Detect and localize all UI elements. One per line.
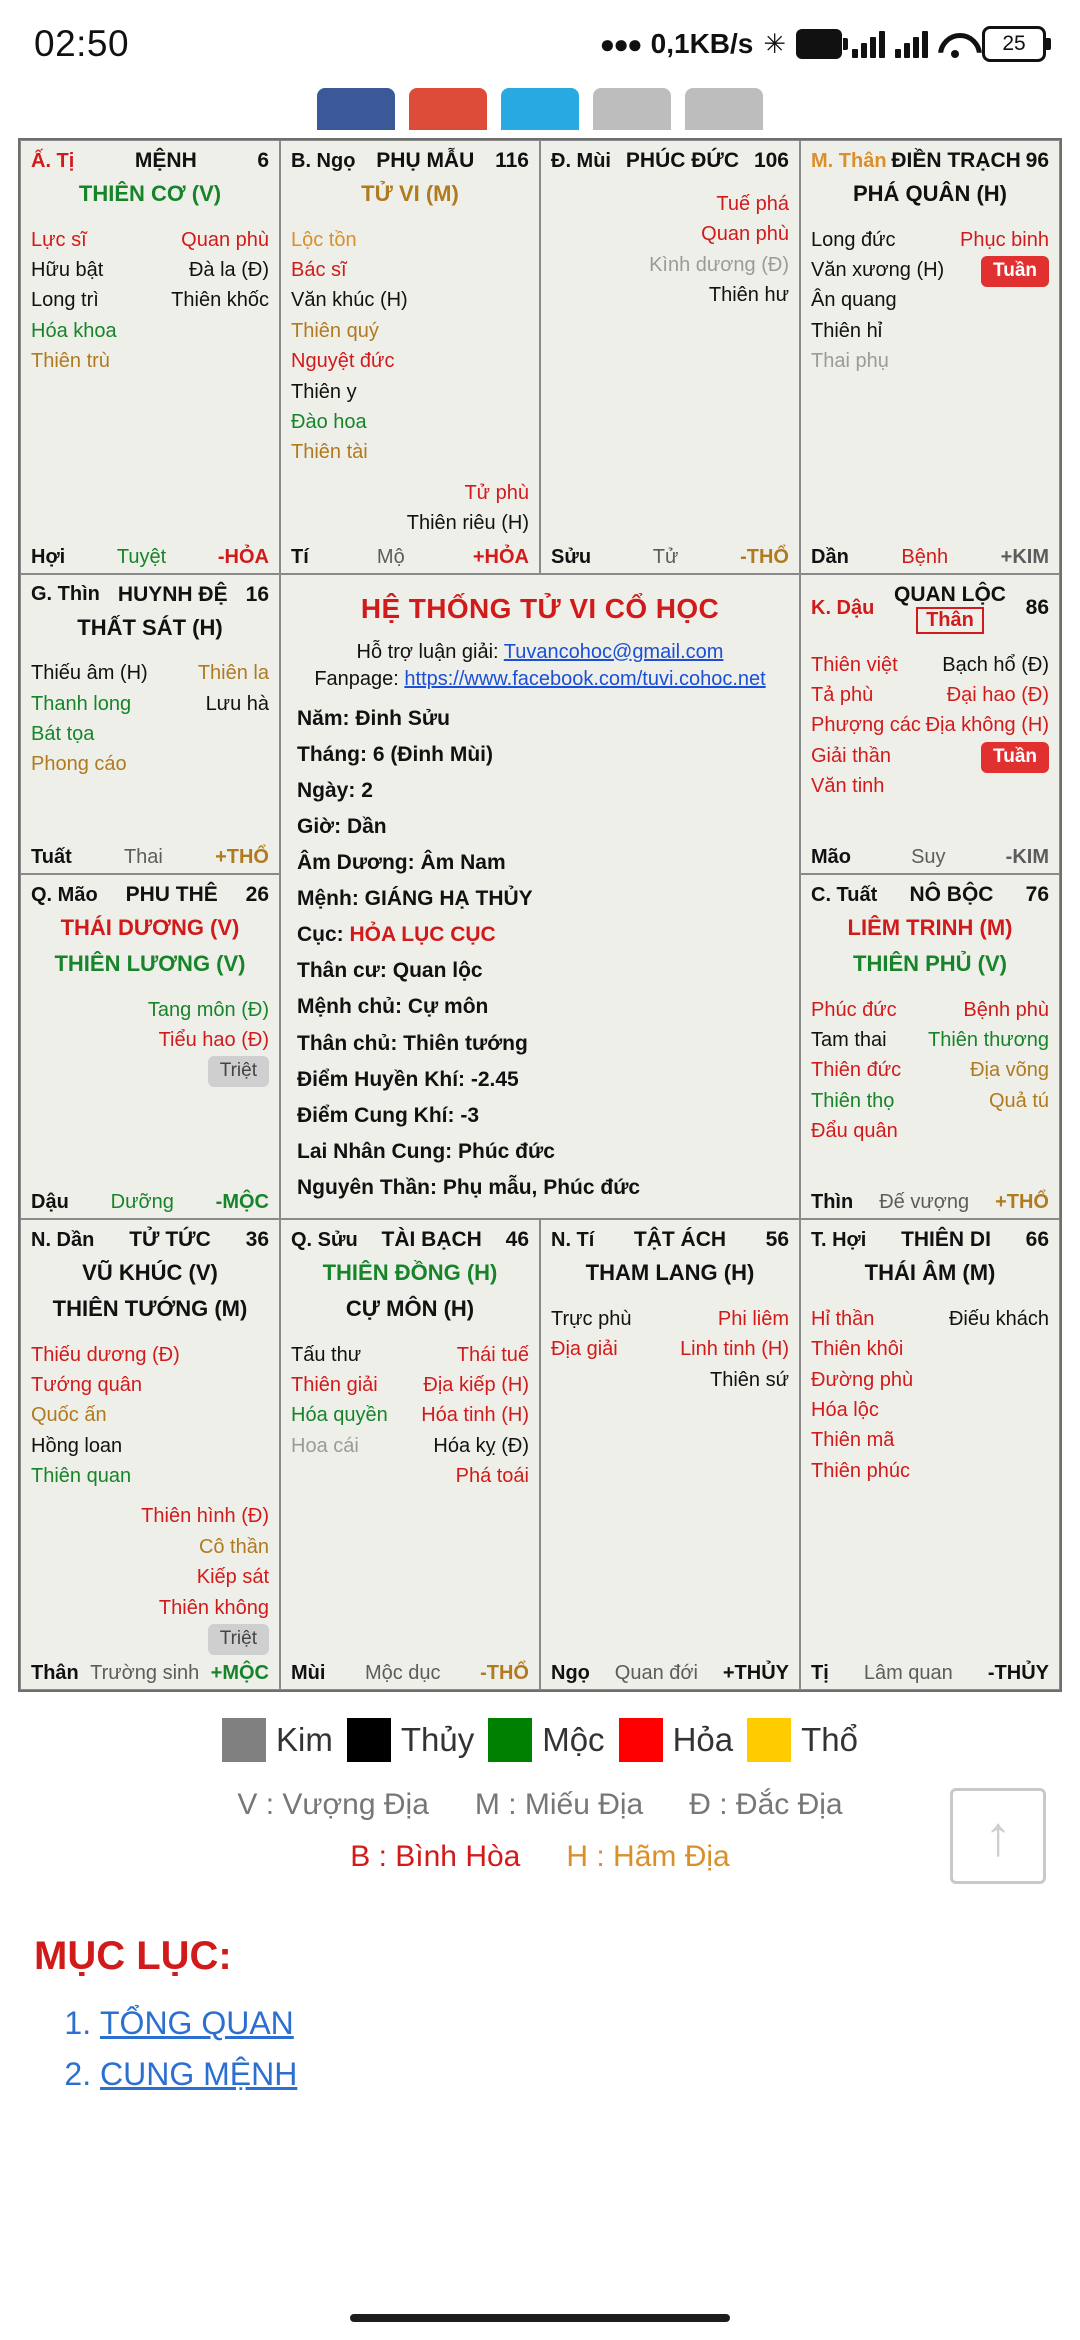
main-star: THIÊN CƠ (V) <box>78 181 222 206</box>
minor-stars-left <box>551 1304 631 1395</box>
palace-footer-item: -THỔ <box>740 545 789 568</box>
star-label: Linh tinh (H) <box>680 1338 789 1361</box>
share-icon-5[interactable] <box>685 88 763 130</box>
palace-name: PHU THÊ <box>125 883 218 907</box>
palace-branch: Q. Mão <box>31 883 98 906</box>
palace-footer-item: +KIM <box>1000 545 1049 568</box>
palace-footer-item: Mão <box>811 846 851 869</box>
palace-branch: Đ. Mùi <box>551 149 611 172</box>
chart-info-row: Giờ: Dần <box>297 814 387 838</box>
star-label: Quốc ấn <box>31 1404 107 1427</box>
palace-footer-item: Tị <box>811 1661 829 1684</box>
star-label: Địa không (H) <box>925 714 1049 737</box>
star-label: Thiên đức <box>811 1059 902 1082</box>
star-label: Tả phù <box>811 683 874 706</box>
main-star: CỰ MÔN (H) <box>345 1295 475 1321</box>
palace-footer-item: +THỔ <box>995 1191 1049 1214</box>
palace-branch: K. Dậu <box>811 596 875 619</box>
palace-footer-item: Tử <box>652 545 679 568</box>
palace-footer <box>21 1662 279 1685</box>
star-label: Tiểu hao (Đ) <box>158 1028 269 1051</box>
star-label: Thiên hư <box>708 284 789 307</box>
legend-swatch <box>488 1718 532 1762</box>
palace-cell[interactable] <box>540 1219 800 1690</box>
palace-cell[interactable] <box>800 874 1060 1219</box>
star-label: Lưu hà <box>205 692 269 715</box>
palace-footer-item: Tuyệt <box>116 545 167 568</box>
palace-footer <box>281 1662 539 1685</box>
network-speed: 0,1KB/s <box>650 28 754 59</box>
tuvi-chart <box>18 138 1062 1692</box>
legend-pair <box>488 1718 604 1762</box>
main-star: THÁI ÂM (M) <box>864 1260 996 1286</box>
element-legend <box>0 1718 1080 1762</box>
palace-age: 86 <box>1025 596 1049 620</box>
star-label: Hỉ thần <box>811 1307 875 1330</box>
star-label: Long đức <box>811 228 896 251</box>
minor-stars-right <box>949 1304 1049 1486</box>
facebook-share-icon[interactable] <box>317 88 395 130</box>
star-label: Thiên mã <box>811 1429 895 1452</box>
minor-stars-left <box>31 225 117 377</box>
star-label: Văn xương (H) <box>811 259 945 282</box>
star-label: Quan phù <box>181 228 269 251</box>
star-label: Phục binh <box>960 228 1049 251</box>
star-label: Hóa khoa <box>31 319 117 342</box>
palace-footer-item: Thai <box>123 846 163 869</box>
star-label: Văn tinh <box>811 775 885 798</box>
main-star: THIÊN LƯƠNG (V) <box>54 950 246 976</box>
star-label: Thiên quý <box>291 319 379 342</box>
star-label: Điếu khách <box>948 1307 1049 1330</box>
palace-footer-item: Tí <box>291 545 309 568</box>
star-label: Long trì <box>31 289 99 312</box>
chart-info-row: Lai Nhân Cung: Phúc đức <box>297 1139 555 1163</box>
palace-branch: N. Tí <box>551 1228 595 1251</box>
star-label: Văn khúc (H) <box>291 289 408 312</box>
than-marker: Thân <box>916 607 984 634</box>
star-label: Phúc đức <box>811 998 897 1021</box>
palace-name: QUAN LỘC Thân <box>874 583 1025 634</box>
legend-label: Mộc <box>542 1720 605 1758</box>
star-label: Thiên riêu (H) <box>406 512 529 535</box>
minor-stars-right <box>198 658 269 780</box>
palace-age: 96 <box>1025 149 1049 172</box>
palace-footer <box>801 1662 1059 1685</box>
abbreviation-item: H : Hãm Địa <box>566 1839 730 1873</box>
palace-name: NÔ BỘC <box>909 883 994 907</box>
legend-swatch <box>747 1718 791 1762</box>
main-star: THIÊN TƯỚNG (M) <box>52 1295 248 1321</box>
star-label: Thiên việt <box>811 653 898 676</box>
legend-swatch <box>619 1718 663 1762</box>
palace-footer <box>801 846 1059 869</box>
star-label: Thiên la <box>197 662 269 685</box>
battery-status: 25 <box>982 26 1046 62</box>
palace-footer-item: -THỔ <box>480 1661 529 1684</box>
main-star: THIÊN ĐỒNG (H) <box>322 1260 498 1286</box>
chart-info-list <box>297 701 783 1207</box>
palace-footer-item: Dậu <box>31 1191 69 1214</box>
palace-name: MỆNH <box>134 149 197 172</box>
palace-footer-item: Ngọ <box>551 1661 590 1684</box>
share-icon-4[interactable] <box>593 88 671 130</box>
minor-stars-right <box>926 650 1049 802</box>
minor-stars-extra <box>31 1501 269 1654</box>
minor-stars-right <box>148 995 269 1088</box>
main-star: VŨ KHÚC (V) <box>82 1260 218 1286</box>
star-label: Kiếp sát <box>196 1566 269 1589</box>
palace-footer-item: Quan đới <box>614 1661 698 1684</box>
palace-age: 46 <box>505 1228 529 1252</box>
chart-info-row: Mệnh: GIÁNG HẠ THỦY <box>297 887 533 911</box>
star-label: Tuế phá <box>716 193 789 215</box>
triet-badge: Triệt <box>208 1624 269 1655</box>
star-label: Tang môn (Đ) <box>147 998 269 1021</box>
star-label: Thiên không <box>158 1596 269 1619</box>
palace-branch: M. Thân <box>811 149 887 172</box>
toc-item[interactable] <box>100 2056 1080 2093</box>
star-label: Thiên giải <box>291 1373 378 1396</box>
palace-footer-item: Dưỡng <box>110 1191 174 1214</box>
palace-branch: T. Hợi <box>811 1228 867 1251</box>
scroll-to-top-button[interactable] <box>950 1788 1046 1884</box>
star-label: Thiên tài <box>291 441 368 464</box>
palace-footer-item: Sửu <box>551 545 592 568</box>
minor-stars-left <box>811 995 901 1147</box>
palace-footer-item: -MỘC <box>215 1191 269 1214</box>
abbreviation-item: V : Vượng Địa <box>237 1787 429 1821</box>
palace-cell[interactable] <box>800 574 1060 875</box>
palace-footer-item: +HỎA <box>472 545 529 568</box>
minor-stars-right <box>680 1304 789 1395</box>
minor-stars-extra <box>291 478 529 539</box>
star-label: Thiên phúc <box>811 1459 910 1482</box>
star-label: Địa giải <box>551 1338 618 1361</box>
star-label: Đẩu quân <box>811 1120 898 1143</box>
star-label: Thiếu âm (H) <box>31 662 148 685</box>
star-label: Thiên sứ <box>710 1368 789 1391</box>
star-label: Hoa cái <box>291 1434 359 1457</box>
main-star: THẤT SÁT (H) <box>77 614 223 640</box>
chart-info-row: Năm: Đinh Sửu <box>297 706 450 730</box>
star-label <box>960 255 1049 287</box>
star-label: Thái tuế <box>456 1343 529 1366</box>
star-label <box>148 1055 269 1087</box>
palace-footer-item: Bệnh <box>901 545 949 568</box>
palace-footer-item: Mộc dục <box>364 1661 441 1684</box>
chart-info-row: Mệnh chủ: Cự môn <box>297 995 489 1019</box>
palace-footer <box>541 546 799 569</box>
legend-swatch <box>347 1718 391 1762</box>
main-star: THAM LANG (H) <box>585 1260 755 1286</box>
abbreviation-row-2 <box>0 1840 1080 1874</box>
star-label: Phong cáo <box>31 753 127 776</box>
palace-name: TẬT ÁCH <box>633 1228 727 1252</box>
legend-label: Thủy <box>400 1720 475 1758</box>
chart-info-row: Điểm Cung Khí: -3 <box>297 1103 480 1127</box>
minor-stars-right <box>928 995 1049 1147</box>
star-label: Phi liêm <box>717 1307 789 1330</box>
legend-swatch <box>222 1718 266 1762</box>
minor-stars-left <box>811 225 944 377</box>
palace-cell[interactable] <box>800 1219 1060 1690</box>
palace-footer <box>21 846 279 869</box>
battery-saver-icon <box>796 29 842 59</box>
star-label: Thanh long <box>31 692 132 715</box>
star-label: Ân quang <box>811 289 897 312</box>
minor-stars-left <box>811 1304 913 1486</box>
fanpage-link[interactable]: https://www.facebook.com/tuvi.cohoc.net <box>404 667 766 690</box>
palace-cell[interactable] <box>800 140 1060 574</box>
palace-footer-item: Mộ <box>376 545 405 568</box>
bluetooth-icon: ✳ <box>763 28 786 59</box>
palace-branch: Ấ. Tị <box>31 149 75 172</box>
star-label: Phá toái <box>455 1465 529 1488</box>
palace-age: 36 <box>245 1228 269 1252</box>
clock: 02:50 <box>34 23 130 64</box>
palace-cell[interactable] <box>280 140 540 574</box>
toc-link[interactable]: TỔNG QUAN <box>100 2004 294 2041</box>
palace-cell[interactable] <box>20 1219 280 1690</box>
star-label: Thiên khốc <box>171 289 269 312</box>
palace-footer-item: +THỔ <box>215 846 269 869</box>
star-label: Đà la (Đ) <box>188 259 269 282</box>
chart-info-row: Âm Dương: Âm Nam <box>297 851 506 875</box>
palace-footer-item: Suy <box>911 846 946 869</box>
palace-branch: C. Tuất <box>811 883 878 906</box>
signal-sim2-icon <box>895 30 928 58</box>
legend-pair <box>347 1718 474 1762</box>
palace-cell[interactable] <box>20 140 280 574</box>
triet-badge: Triệt <box>208 1056 269 1087</box>
minor-stars-right <box>171 225 269 377</box>
star-label: Thai phụ <box>811 350 889 373</box>
star-label: Quả tú <box>988 1089 1049 1112</box>
star-label: Thiên trù <box>31 350 110 373</box>
star-label: Địa kiếp (H) <box>423 1373 529 1396</box>
palace-age: 26 <box>245 883 269 907</box>
palace-footer-item: Lâm quan <box>863 1661 953 1684</box>
system-nav-bar <box>0 2296 1080 2340</box>
minor-stars-left <box>291 1340 388 1492</box>
star-label: Thiếu dương (Đ) <box>31 1343 180 1366</box>
toc-list <box>60 2005 1080 2093</box>
main-star: PHÁ QUÂN (H) <box>853 181 1007 206</box>
legend-label: Kim <box>276 1720 333 1758</box>
tuan-badge: Tuần <box>981 742 1049 773</box>
palace-age: 16 <box>245 582 269 606</box>
star-label: Đường phù <box>811 1368 914 1391</box>
status-bar <box>0 0 1080 88</box>
toc-title: MỤC LỤC: <box>34 1933 232 1978</box>
palace-cell[interactable] <box>20 574 280 875</box>
star-label: Thiên quan <box>31 1465 132 1488</box>
palace-footer-item: Thân <box>31 1661 79 1684</box>
support-line: Hỗ trợ luận giải: Tuvancohoc@gmail.com <box>356 640 724 663</box>
star-label: Hóa quyền <box>291 1404 388 1427</box>
star-label: Quan phù <box>701 223 789 246</box>
star-label: Hồng loan <box>31 1434 123 1457</box>
star-label: Đại hao (Đ) <box>946 683 1049 706</box>
palace-footer-item: Dần <box>811 545 849 568</box>
palace-name: TÀI BẠCH <box>381 1228 482 1252</box>
palace-footer <box>801 546 1059 569</box>
star-label: Bát tọa <box>31 723 95 746</box>
palace-footer <box>541 1662 799 1685</box>
palace-age: 106 <box>753 149 789 172</box>
abbreviation-item: Đ : Đắc Địa <box>689 1787 843 1821</box>
palace-age: 76 <box>1025 883 1049 907</box>
star-label: Kình dương (Đ) <box>649 253 789 276</box>
star-label: Thiên hình (Đ) <box>141 1505 269 1528</box>
legend-pair <box>619 1718 734 1762</box>
palace-footer-item: Tuất <box>31 846 72 869</box>
palace-cell[interactable] <box>540 140 800 574</box>
palace-name: TỬ TỨC <box>129 1228 211 1252</box>
palace-age: 6 <box>257 149 269 172</box>
main-star: THIÊN PHỦ (V) <box>853 950 1007 976</box>
palace-footer <box>281 546 539 569</box>
star-label: Lực sĩ <box>31 228 87 251</box>
star-label: Thiên khôi <box>811 1338 904 1361</box>
star-label: Địa võng <box>970 1059 1049 1082</box>
star-label <box>31 1623 269 1655</box>
wifi-icon <box>938 31 972 57</box>
minor-stars-right <box>960 225 1049 377</box>
palace-cell[interactable] <box>280 1219 540 1690</box>
star-label <box>926 741 1049 773</box>
star-label: Tướng quân <box>31 1373 143 1396</box>
legend-pair <box>747 1718 858 1762</box>
star-label: Đào hoa <box>291 411 367 434</box>
star-label: Giải thần <box>811 744 892 767</box>
palace-name: HUYNH ĐỆ <box>117 582 228 606</box>
star-label: Thiên thương <box>927 1028 1049 1051</box>
chart-info-row: Cục: HỎA LỤC CỤC <box>297 923 496 947</box>
star-label: Thiên y <box>291 380 357 403</box>
palace-footer-item: Hợi <box>31 545 66 568</box>
star-label: Bác sĩ <box>291 259 347 282</box>
palace-branch: G. Thìn <box>31 583 100 606</box>
palace-age: 56 <box>765 1228 789 1252</box>
palace-name: PHÚC ĐỨC <box>625 149 740 172</box>
chart-info-row: Thân cư: Quan lộc <box>297 959 483 983</box>
abbreviation-item: M : Miếu Địa <box>474 1787 644 1821</box>
chart-info-row: Ngày: 2 <box>297 778 373 802</box>
palace-footer-item: Mùi <box>291 1661 326 1684</box>
minor-stars-right <box>421 1340 529 1492</box>
toc-item[interactable] <box>100 2005 1080 2042</box>
palace-footer <box>21 546 279 569</box>
palace-footer <box>21 1191 279 1214</box>
toc-link[interactable]: CUNG MỆNH <box>100 2055 298 2092</box>
chart-info-row: Nguyên Thần: Phụ mẫu, Phúc đức <box>297 1176 641 1200</box>
star-label: Hóa lộc <box>811 1398 879 1421</box>
arrow-up-icon: ↑ <box>984 1803 1012 1867</box>
palace-footer-item: -THỦY <box>987 1661 1049 1684</box>
minor-stars-left <box>31 658 148 780</box>
chart-info-panel <box>280 574 800 1220</box>
star-label: Hóa kỵ (Đ) <box>433 1434 529 1457</box>
palace-footer-item: +MỘC <box>210 1661 269 1684</box>
star-label: Lộc tồn <box>291 228 357 251</box>
tuan-badge: Tuần <box>981 256 1049 287</box>
palace-footer-item: -KIM <box>1005 846 1049 869</box>
share-buttons-row[interactable] <box>0 88 1080 130</box>
chart-info-row: Tháng: 6 (Đinh Mùi) <box>297 742 493 766</box>
palace-footer-item: Trường sinh <box>90 1661 200 1684</box>
chart-info-row: Thân chủ: Thiên tướng <box>297 1031 528 1055</box>
minor-stars-left <box>291 225 408 468</box>
legend-label: Thổ <box>801 1720 858 1758</box>
main-star: TỬ VI (M) <box>361 181 459 206</box>
star-label: Bạch hổ (Đ) <box>942 653 1049 676</box>
home-indicator[interactable] <box>350 2314 730 2322</box>
chart-title: HỆ THỐNG TỬ VI CỔ HỌC <box>360 592 720 624</box>
support-email-link[interactable]: Tuvancohoc@gmail.com <box>503 640 724 663</box>
palace-cell[interactable] <box>20 874 280 1219</box>
legend-pair <box>222 1718 333 1762</box>
star-label: Tam thai <box>811 1028 887 1051</box>
abbreviation-row-1 <box>0 1788 1080 1822</box>
palace-name: ĐIỀN TRẠCH <box>891 149 1021 172</box>
main-star: LIÊM TRINH (M) <box>847 915 1013 941</box>
star-label: Thiên thọ <box>811 1089 895 1112</box>
minor-stars-left <box>31 1340 180 1492</box>
minor-stars-left <box>811 650 921 802</box>
palace-footer-item: -HỎA <box>217 545 269 568</box>
palace-footer-item: Thìn <box>811 1191 854 1214</box>
main-star: THÁI DƯƠNG (V) <box>60 915 240 941</box>
star-label: Thiên hỉ <box>811 319 883 342</box>
signal-sim1-icon <box>852 30 885 58</box>
google-share-icon[interactable] <box>409 88 487 130</box>
star-label: Tấu thư <box>291 1343 362 1366</box>
palace-branch: B. Ngọ <box>291 149 356 172</box>
star-label: Tử phù <box>464 481 529 504</box>
star-label: Nguyệt đức <box>291 350 395 373</box>
star-label: Cô thần <box>198 1535 269 1558</box>
star-label: Hóa tinh (H) <box>421 1404 529 1427</box>
star-label: Trực phù <box>551 1307 632 1330</box>
network-activity-icon: ●●● <box>599 28 641 59</box>
palace-footer-item: Đế vượng <box>879 1191 970 1214</box>
abbreviation-item: B : Bình Hòa <box>350 1839 521 1873</box>
star-label: Phượng các <box>811 714 921 737</box>
palace-footer <box>801 1191 1059 1214</box>
palace-age: 66 <box>1025 1228 1049 1252</box>
palace-branch: N. Dần <box>31 1228 95 1251</box>
fanpage-line: Fanpage: https://www.facebook.com/tuvi.cohoc.net <box>314 667 766 690</box>
status-icons <box>600 26 1046 62</box>
star-label: Hữu bật <box>31 259 104 282</box>
palace-footer-item: +THỦY <box>722 1661 789 1684</box>
palace-branch: Q. Sửu <box>291 1228 358 1251</box>
twitter-share-icon[interactable] <box>501 88 579 130</box>
star-label: Bệnh phù <box>963 998 1049 1021</box>
palace-age: 116 <box>495 149 529 172</box>
palace-name: THIÊN DI <box>901 1228 991 1252</box>
palace-name: PHỤ MẪU <box>376 149 475 172</box>
minor-stars-right <box>649 189 789 311</box>
chart-info-row: Điểm Huyền Khí: -2.45 <box>297 1067 519 1091</box>
legend-label: Hỏa <box>672 1720 734 1758</box>
